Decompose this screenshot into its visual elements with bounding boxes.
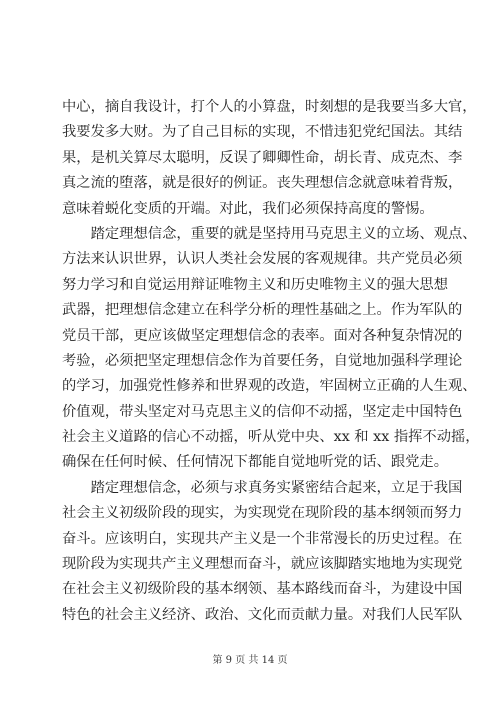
text-line: 努力学习和自觉运用辩证唯物主义和历史唯物主义的强大思想 [62,276,449,293]
text-line: 社会主义初级阶段的现实，为实现党在现阶段的基本纲领而努力 [62,505,463,522]
text-line: 考验，必须把坚定理想信念作为首要任务，自觉地加强科学理论 [62,352,463,369]
text-line: 的学习，加强党性修养和世界观的改造，牢固树立正确的人生观、 [62,378,477,395]
text-line: 武器，把理想信念建立在科学分析的理性基础之上。作为军队的 [62,302,463,319]
text-line: 价值观，带头坚定对马克思主义的信仰不动摇，坚定走中国特色 [62,403,463,420]
page-number-footer: 第 9 页 共 14 页 [212,655,288,666]
text-line: 现阶段为实现共产主义理想而奋斗，就应该脚踏实地地为实现党 [62,556,463,573]
text-line: 果，是机关算尽太聪明，反误了卿卿性命，胡长青、成克杰、李 [62,149,463,166]
document-body [62,95,480,628]
text-line: 党员干部，更应该做坚定理想信念的表率。面对各种复杂情况的 [62,327,463,344]
text-line: 奋斗。应该明白，实现共产主义是一个非常漫长的历史过程。在 [62,530,463,547]
text-line: 意味着蜕化变质的开端。对此，我们必须保持高度的警惕。 [62,200,434,217]
text-line: 确保在任何时候、任何情况下都能自觉地听党的话、跟党走。 [62,454,449,471]
text-line: 社会主义道路的信心不动摇，听从党中央、xx 和 xx 指挥不动摇， [62,429,480,446]
text-line: 我要发多大财。为了自己目标的实现，不惜违犯党纪国法。其结 [62,124,463,141]
text-line: 真之流的堕落，就是很好的例证。丧失理想信念就意味着背叛， [62,175,463,192]
text-line: 特色的社会主义经济、政治、文化而贡献力量。对我们人民军队 [62,606,463,623]
text-line: 踏定理想信念，必须与求真务实紧密结合起来，立足于我国 [62,479,463,496]
text-line: 在社会主义初级阶段的基本纲领、基本路线而奋斗，为建设中国 [62,581,463,598]
text-line: 方法来认识世界，认识人类社会发展的客观规律。共产党员必须 [62,251,463,268]
text-line: 踏定理想信念，重要的就是坚持用马克思主义的立场、观点、 [62,225,477,242]
text-line: 中心，摘自我设计，打个人的小算盘，时刻想的是我要当多大官， [62,99,477,115]
